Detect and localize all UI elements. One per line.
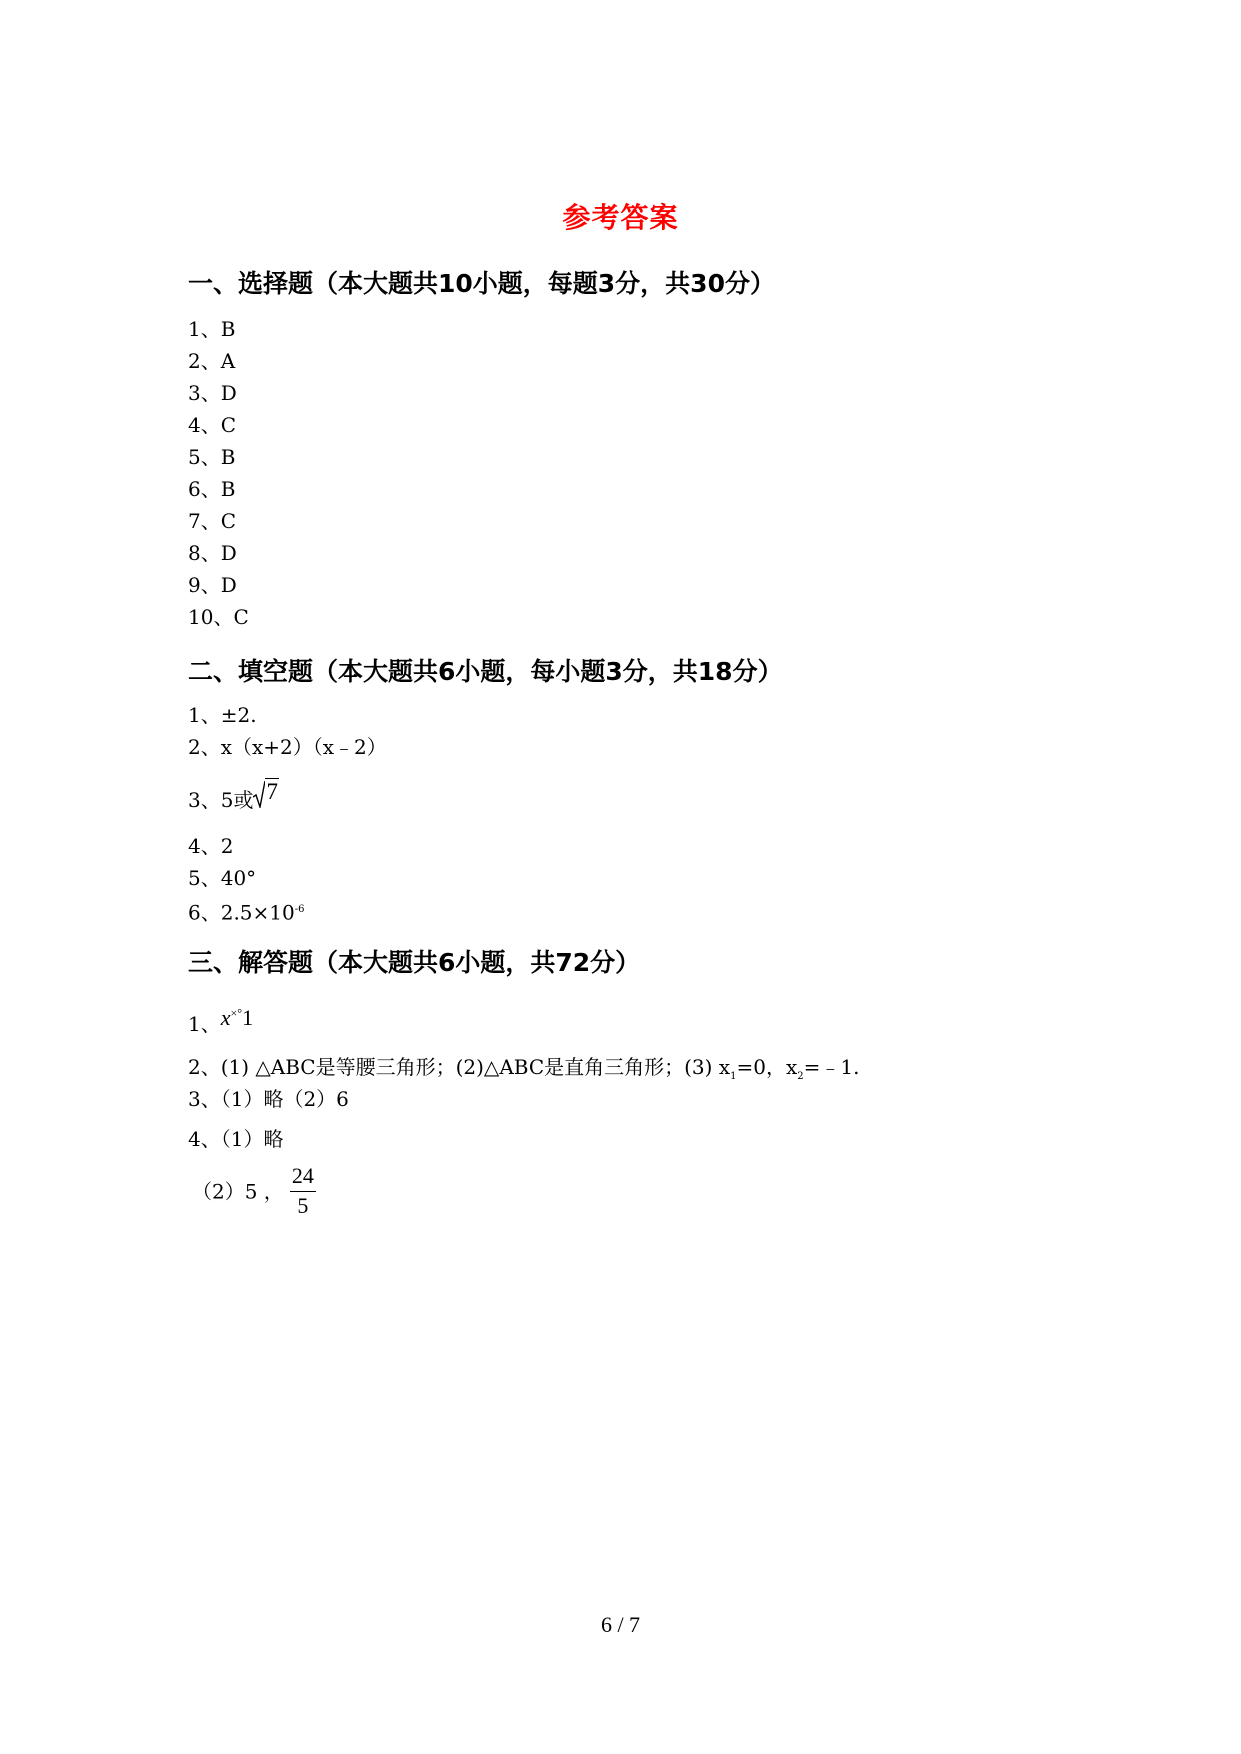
sqrt-radicand: 7 [266, 779, 278, 804]
section-heading-solve: 三、解答题（本大题共6小题，共72分） [188, 948, 641, 977]
answer-item: 3、D [188, 381, 237, 405]
answer-item-expression [188, 1005, 254, 1039]
fraction-denominator: 5 [297, 1193, 309, 1218]
answer-item: 5、40° [188, 866, 257, 890]
answer-prefix: （2）5 ， [192, 1179, 284, 1204]
subscript: 2 [797, 1071, 804, 1082]
answer-text: =﹣1. [803, 1055, 860, 1079]
answer-item-sqrt [188, 779, 279, 812]
answer-item: 4、2 [188, 834, 234, 858]
answer-text: 2、(1) △ABC是等腰三角形；(2)△ABC是直角三角形；(3) x [188, 1055, 731, 1079]
answer-item: 7、C [188, 509, 237, 533]
answer-item: 8、D [188, 541, 237, 565]
sqrt-expression [253, 780, 279, 804]
answer-tail: 1 [242, 1005, 254, 1030]
sqrt-icon [253, 780, 265, 808]
answer-item-fraction [192, 1163, 316, 1220]
garbled-symbol: ×° [230, 1006, 243, 1020]
answer-item: 10、C [188, 605, 249, 629]
answer-item: 2、A [188, 349, 236, 373]
answer-item: 1、B [188, 317, 236, 341]
answer-item: 5、B [188, 445, 236, 469]
answer-item-exponent [188, 898, 305, 925]
answer-exponent: -6 [294, 904, 305, 915]
page-number: 6 / 7 [600, 1612, 641, 1637]
answer-item: 1、±2. [188, 703, 257, 727]
fraction-numerator: 24 [290, 1163, 316, 1192]
variable-x: x [220, 1005, 231, 1030]
answer-item: 4、C [188, 413, 237, 437]
section-heading-choice: 一、选择题（本大题共10小题，每题3分，共30分） [188, 269, 775, 298]
answer-base: 6、2.5×10 [188, 900, 295, 925]
answer-text: =0，x [736, 1055, 798, 1079]
answer-item: 4、（1）略 [188, 1127, 284, 1151]
answer-item-triangle [188, 1055, 859, 1089]
section-heading-fill: 二、填空题（本大题共6小题，每小题3分，共18分） [188, 657, 783, 686]
page-title: 参考答案 [562, 201, 679, 234]
subscript: 1 [730, 1071, 737, 1082]
answer-prefix: 3、5或 [188, 788, 254, 812]
answer-item: 3、（1）略（2）6 [188, 1087, 349, 1111]
answer-prefix: 1、 [188, 1012, 221, 1036]
answer-item: 6、B [188, 477, 236, 501]
answer-item: 9、D [188, 573, 237, 597]
answer-item: 2、x（x+2）（x﹣2） [188, 735, 387, 759]
fraction [290, 1163, 316, 1220]
